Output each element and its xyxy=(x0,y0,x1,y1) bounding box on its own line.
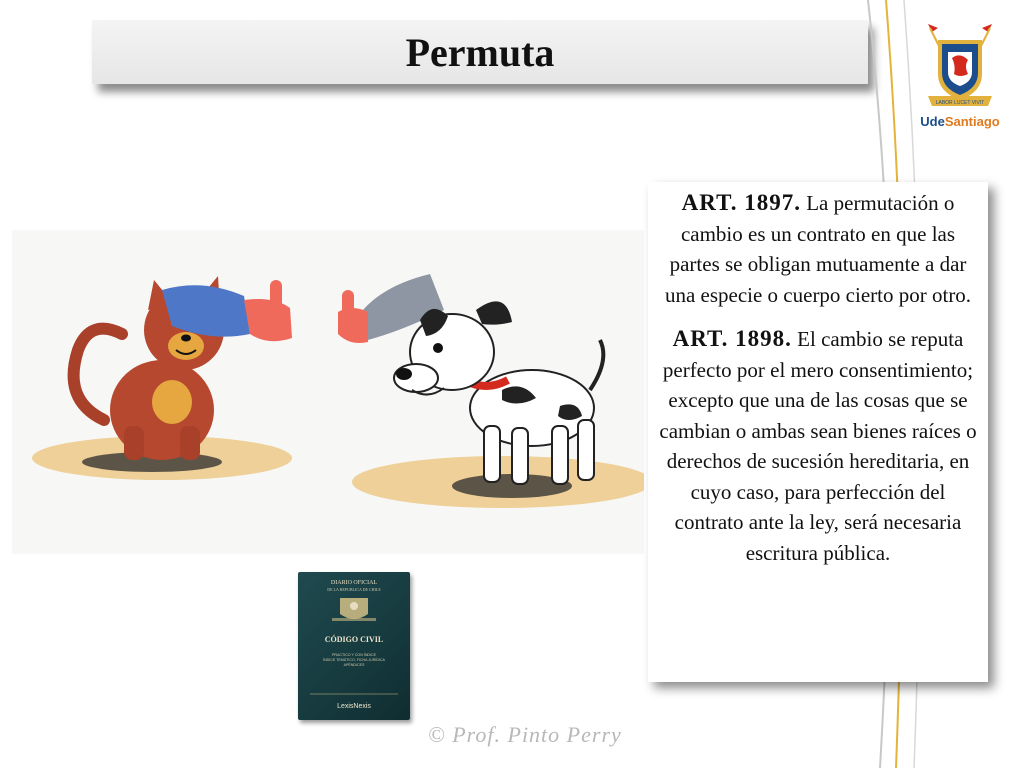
svg-text:PRACTICO Y CON ÍNDICE: PRACTICO Y CON ÍNDICE xyxy=(332,653,376,657)
university-crest-icon xyxy=(918,22,1002,112)
svg-text:CÓDIGO CIVIL: CÓDIGO CIVIL xyxy=(324,635,384,644)
cat-and-dog-thumbs-up-illustration xyxy=(12,230,644,554)
logo-wordmark xyxy=(918,114,1002,129)
codigo-civil-book xyxy=(298,572,410,720)
author-watermark: © Prof. Pinto Perry xyxy=(428,722,622,747)
title-banner xyxy=(92,20,868,84)
logo-wordmark-santiago: Santiago xyxy=(944,114,1000,129)
article-1898 xyxy=(656,324,980,568)
university-logo xyxy=(918,22,1002,134)
slide-title: Permuta xyxy=(405,29,555,75)
articles-text-box xyxy=(648,182,988,682)
article-1897-body: La permutación o cambio es un contrato en que las partes se obligan mutuamente a dar una especie o cuerpo cierto por otro. xyxy=(664,191,972,307)
logo-wordmark-ude: Ude xyxy=(920,114,945,129)
svg-text:APÉNDICES: APÉNDICES xyxy=(343,663,365,667)
svg-text:DIARIO OFICIAL: DIARIO OFICIAL xyxy=(330,580,378,586)
article-1898-body: El cambio se reputa perfecto por el mero consentimiento; excepto que una de las cosas que se cambian o ambas sean bienes raíces o derechos de sucesión hereditaria, en cuyo caso, para perfección del contrato ante la ley, será necesaria escritura pública. xyxy=(659,327,977,565)
article-1898-heading: ART. 1898. xyxy=(672,326,792,351)
svg-text:DE LA REPUBLICA DE CHILE: DE LA REPUBLICA DE CHILE xyxy=(327,587,381,592)
svg-text:ÍNDICE TEMÁTICO, FICHA JURÍDIC: ÍNDICE TEMÁTICO, FICHA JURÍDICA xyxy=(323,658,385,662)
cat-and-dog-illustration xyxy=(12,230,644,554)
svg-text:LexisNexis: LexisNexis xyxy=(337,703,371,710)
chilean-coat-of-arms-icon xyxy=(298,572,410,720)
svg-text:LABOR LUCET VIVIT: LABOR LUCET VIVIT xyxy=(935,100,985,106)
article-1897-heading: ART. 1897. xyxy=(681,190,801,215)
article-1897 xyxy=(656,188,980,310)
